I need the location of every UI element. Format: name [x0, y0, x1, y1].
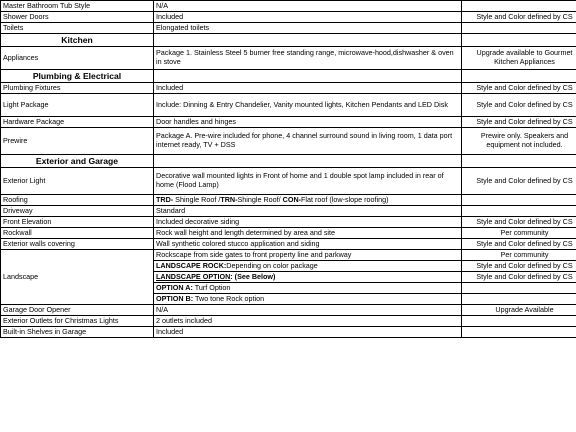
table-row	[1, 206, 576, 217]
row-note: Style and Color defined by CS	[462, 94, 576, 117]
empty-cell	[154, 70, 462, 83]
roof-text-trd: Shingle Roof /	[173, 194, 221, 204]
row-label: Roofing	[1, 195, 154, 206]
row-note: Upgrade available to Gourmet Kitchen Appliances	[462, 47, 576, 70]
empty-cell	[462, 155, 576, 168]
row-label: Exterior Light	[1, 168, 154, 195]
row-note: Style and Color defined by CS	[462, 239, 576, 250]
row-value: Include: Dinning & Entry Chandelier, Vanity mounted lights, Kitchen Pendants and LED Disk	[154, 94, 462, 117]
row-note	[462, 1, 576, 12]
row-value: Package A. Pre-wire included for phone, 4 channel surround sound in living room, 1 data port internet ready, TV + DSS	[154, 128, 462, 155]
section-header-row	[1, 155, 576, 168]
option-a-text: Turf Option	[192, 282, 231, 292]
row-note	[462, 195, 576, 206]
row-value: 2 outlets included	[154, 316, 462, 327]
row-label: Built-in Shelves in Garage	[1, 327, 154, 338]
row-value: Included	[154, 327, 462, 338]
table-row	[1, 23, 576, 34]
row-label: Master Bathroom Tub Style	[1, 1, 154, 12]
landscape-option-label: LANDSCAPE OPTION	[156, 271, 231, 281]
row-note: Per community	[462, 228, 576, 239]
row-value: Decorative wall mounted lights in Front of home and 1 double spot lamp included in rear of home (Flood Lamp)	[154, 168, 462, 195]
row-value: Standard	[154, 206, 462, 217]
section-header-plumbing: Plumbing & Electrical	[1, 70, 154, 83]
table-row	[1, 327, 576, 338]
row-value: Included decorative siding	[154, 217, 462, 228]
table-row	[1, 250, 576, 261]
row-note: Style and Color defined by CS	[462, 272, 576, 283]
table-row	[1, 83, 576, 94]
table-row	[1, 128, 576, 155]
row-label: Prewire	[1, 128, 154, 155]
roof-text-trn: Shingle Roof/	[237, 194, 283, 204]
roof-text-con: Flat roof (low-slope roofing)	[301, 194, 389, 204]
row-value	[154, 272, 462, 283]
section-header-exterior: Exterior and Garage	[1, 155, 154, 168]
empty-cell	[462, 70, 576, 83]
empty-cell	[154, 155, 462, 168]
table-row	[1, 1, 576, 12]
row-label: Landscape	[1, 250, 154, 305]
row-value: Included	[154, 12, 462, 23]
empty-cell	[462, 34, 576, 47]
row-note: Style and Color defined by CS	[462, 217, 576, 228]
table-row	[1, 47, 576, 70]
row-note: Prewire only. Speakers and equipment not included.	[462, 128, 576, 155]
option-a-label: OPTION A:	[156, 282, 193, 292]
empty-cell	[462, 294, 576, 305]
row-note: Style and Color defined by CS	[462, 168, 576, 195]
roof-code-con: CON-	[282, 194, 302, 204]
landscape-rock-label: LANDSCAPE ROCK:	[156, 260, 227, 270]
row-label: Shower Doors	[1, 12, 154, 23]
table-row	[1, 168, 576, 195]
row-value	[154, 195, 462, 206]
table-row	[1, 117, 576, 128]
option-b-label: OPTION B:	[156, 293, 194, 303]
row-note: Upgrade Available	[462, 305, 576, 316]
row-label: Hardware Package	[1, 117, 154, 128]
row-value: Package 1. Stainless Steel 5 burner free standing range, microwave-hood,dishwasher & oven in stove	[154, 47, 462, 70]
row-label: Appliances	[1, 47, 154, 70]
table-row	[1, 195, 576, 206]
row-value	[154, 294, 462, 305]
row-value: Included	[154, 83, 462, 94]
row-label: Exterior Outlets for Christmas Lights	[1, 316, 154, 327]
section-header-kitchen: Kitchen	[1, 34, 154, 47]
row-value	[154, 283, 462, 294]
row-note: Style and Color defined by CS	[462, 261, 576, 272]
row-note: Style and Color defined by CS	[462, 12, 576, 23]
table-row	[1, 94, 576, 117]
table-row	[1, 316, 576, 327]
row-label: Plumbing Fixtures	[1, 83, 154, 94]
row-label: Toilets	[1, 23, 154, 34]
row-value: Rock wall height and length determined by area and site	[154, 228, 462, 239]
row-note	[462, 206, 576, 217]
row-note: Style and Color defined by CS	[462, 117, 576, 128]
roof-code-trd: TRD-	[156, 194, 174, 204]
row-note	[462, 23, 576, 34]
section-header-row	[1, 70, 576, 83]
table-row	[1, 12, 576, 23]
row-label: Exterior walls covering	[1, 239, 154, 250]
row-note	[462, 316, 576, 327]
row-note: Style and Color defined by CS	[462, 83, 576, 94]
row-value: Elongated toilets	[154, 23, 462, 34]
row-note: Per community	[462, 250, 576, 261]
landscape-rock-text: Depending on color package	[226, 260, 318, 270]
table-row	[1, 305, 576, 316]
empty-cell	[462, 283, 576, 294]
row-label: Light Package	[1, 94, 154, 117]
row-note	[462, 327, 576, 338]
table-row	[1, 228, 576, 239]
row-value: N/A	[154, 1, 462, 12]
row-value: N/A	[154, 305, 462, 316]
landscape-option-text: : (See Below)	[230, 271, 276, 281]
empty-cell	[154, 34, 462, 47]
row-label: Front Elevation	[1, 217, 154, 228]
row-value: Wall synthetic colored stucco application and siding	[154, 239, 462, 250]
section-header-row	[1, 34, 576, 47]
table-row	[1, 217, 576, 228]
table-row	[1, 239, 576, 250]
row-label: Rockwall	[1, 228, 154, 239]
row-value	[154, 261, 462, 272]
row-label: Driveway	[1, 206, 154, 217]
option-b-text: Two tone Rock option	[193, 293, 265, 303]
row-value: Door handles and hinges	[154, 117, 462, 128]
roof-code-trn: TRN-	[220, 194, 238, 204]
row-label: Garage Door Opener	[1, 305, 154, 316]
row-value: Rockscape from side gates to front property line and parkway	[154, 250, 462, 261]
